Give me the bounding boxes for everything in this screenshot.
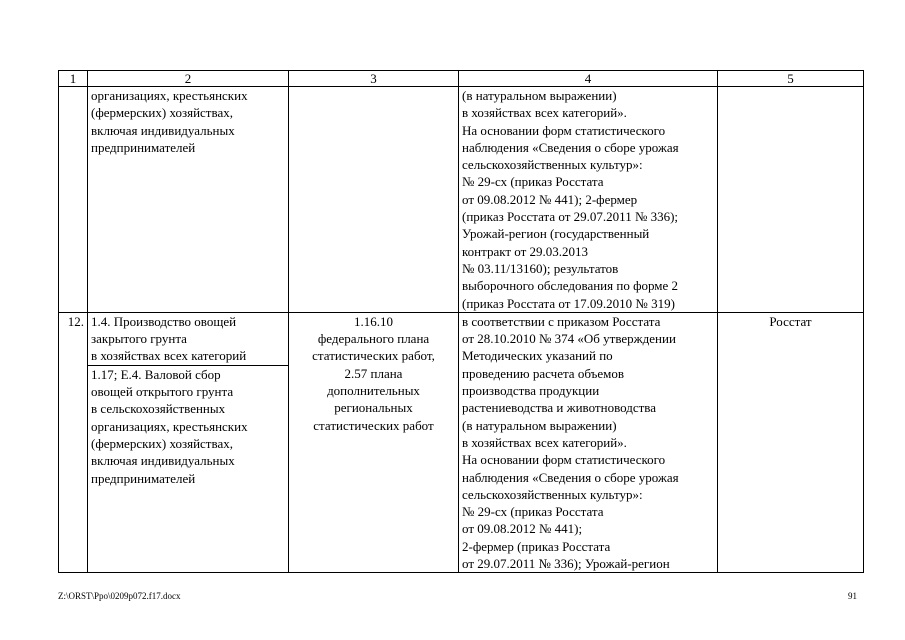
text-line: (фермерских) хозяйствах, (91, 105, 233, 121)
text-line: овощей открытого грунта (91, 384, 234, 400)
text-line: (приказ Росстата от 17.09.2010 № 319) (462, 295, 675, 311)
table-header-row (59, 71, 864, 87)
row-continued-col5 (718, 87, 864, 313)
header-col-3: 3 (289, 71, 459, 87)
text-line: закрытого грунта (91, 331, 187, 347)
table-row-continued (59, 87, 864, 313)
text-line: сельскохозяйственных культур»: (462, 157, 643, 173)
text-line: от 28.10.2010 № 374 «Об утверждении (462, 331, 676, 347)
text-line: статистических работ (313, 417, 434, 433)
text-line: 2-фермер (приказ Росстата (462, 538, 611, 554)
text-line: предпринимателей (91, 470, 196, 486)
header-col-5: 5 (718, 71, 864, 87)
text-line: сельскохозяйственных культур»: (462, 486, 643, 502)
text-line: 1.16.10 (354, 313, 393, 329)
row-number: 12. (59, 312, 88, 572)
text-line: Методических указаний по (462, 348, 613, 364)
document-table (58, 70, 864, 573)
text-line: (в натуральном выражении) (462, 417, 617, 433)
text-line: организациях, крестьянских (91, 88, 248, 103)
text-line: контракт от 29.03.2013 (462, 243, 589, 259)
row-12-col2-subcell (88, 365, 288, 487)
text-line: (фермерских) хозяйствах, (91, 435, 233, 451)
text-line: выборочного обследования по форме 2 (462, 278, 679, 294)
text-line: На основании форм статистического (462, 122, 666, 138)
row-continued-col3 (289, 87, 459, 313)
text-line: федерального плана (317, 331, 430, 347)
header-col-2: 2 (88, 71, 289, 87)
text-line: № 29-сх (приказ Росстата (462, 504, 604, 520)
text-line: в сельскохозяйственных (91, 401, 226, 417)
header-col-1: 1 (59, 71, 88, 87)
text-line: от 09.08.2012 № 441); 2-фермер (462, 191, 638, 207)
text-line: наблюдения «Сведения о сборе урожая (462, 469, 679, 485)
text-line: включая индивидуальных (91, 453, 235, 469)
row-continued-col2 (88, 87, 289, 313)
text-line: Урожай-регион (государственный (462, 226, 650, 242)
text-line: региональных (334, 400, 413, 416)
header-col-4: 4 (459, 71, 718, 87)
text-line: в хозяйствах всех категорий (91, 348, 247, 364)
table-row-12 (59, 312, 864, 572)
text-line: от 09.08.2012 № 441); (462, 521, 583, 537)
text-line: 1.17; Е.4. Валовой сбор (91, 366, 221, 382)
text-line: в хозяйствах всех категорий». (462, 434, 627, 450)
text-line: проведению расчета объемов (462, 365, 624, 381)
footer-file-path: Z:\ORST\Ppo\0209p072.f17.docx (58, 591, 181, 601)
text-line: № 29-сх (приказ Росстата (462, 174, 604, 190)
row-12-col4 (459, 312, 718, 572)
text-line: наблюдения «Сведения о сборе урожая (462, 139, 679, 155)
footer-page-number: 91 (848, 591, 857, 601)
text-line: от 29.07.2011 № 336); Урожай-регион (462, 556, 670, 572)
text-line: 1.4. Производство овощей (91, 313, 237, 329)
row-number (59, 87, 88, 313)
text-line: (в натуральном выражении) (462, 88, 617, 103)
text-line: растениеводства и животноводства (462, 400, 657, 416)
text-line: 2.57 плана (344, 365, 403, 381)
text-line: включая индивидуальных (91, 122, 235, 138)
text-line: (приказ Росстата от 29.07.2011 № 336); (462, 209, 679, 225)
text-line: в хозяйствах всех категорий». (462, 105, 627, 121)
row-12-col5: Росстат (718, 312, 864, 572)
text-line: производства продукции (462, 383, 600, 399)
row-continued-col4 (459, 87, 718, 313)
text-line: статистических работ, (312, 348, 435, 364)
text-line: дополнительных (327, 383, 420, 399)
row-12-col3 (289, 312, 459, 572)
text-line: в соответствии с приказом Росстата (462, 313, 661, 329)
row-12-col2 (88, 312, 289, 572)
text-line: № 03.11/13160); результатов (462, 260, 619, 276)
text-line: На основании форм статистического (462, 452, 666, 468)
text-line: организациях, крестьянских (91, 418, 248, 434)
text-line: предпринимателей (91, 139, 196, 155)
